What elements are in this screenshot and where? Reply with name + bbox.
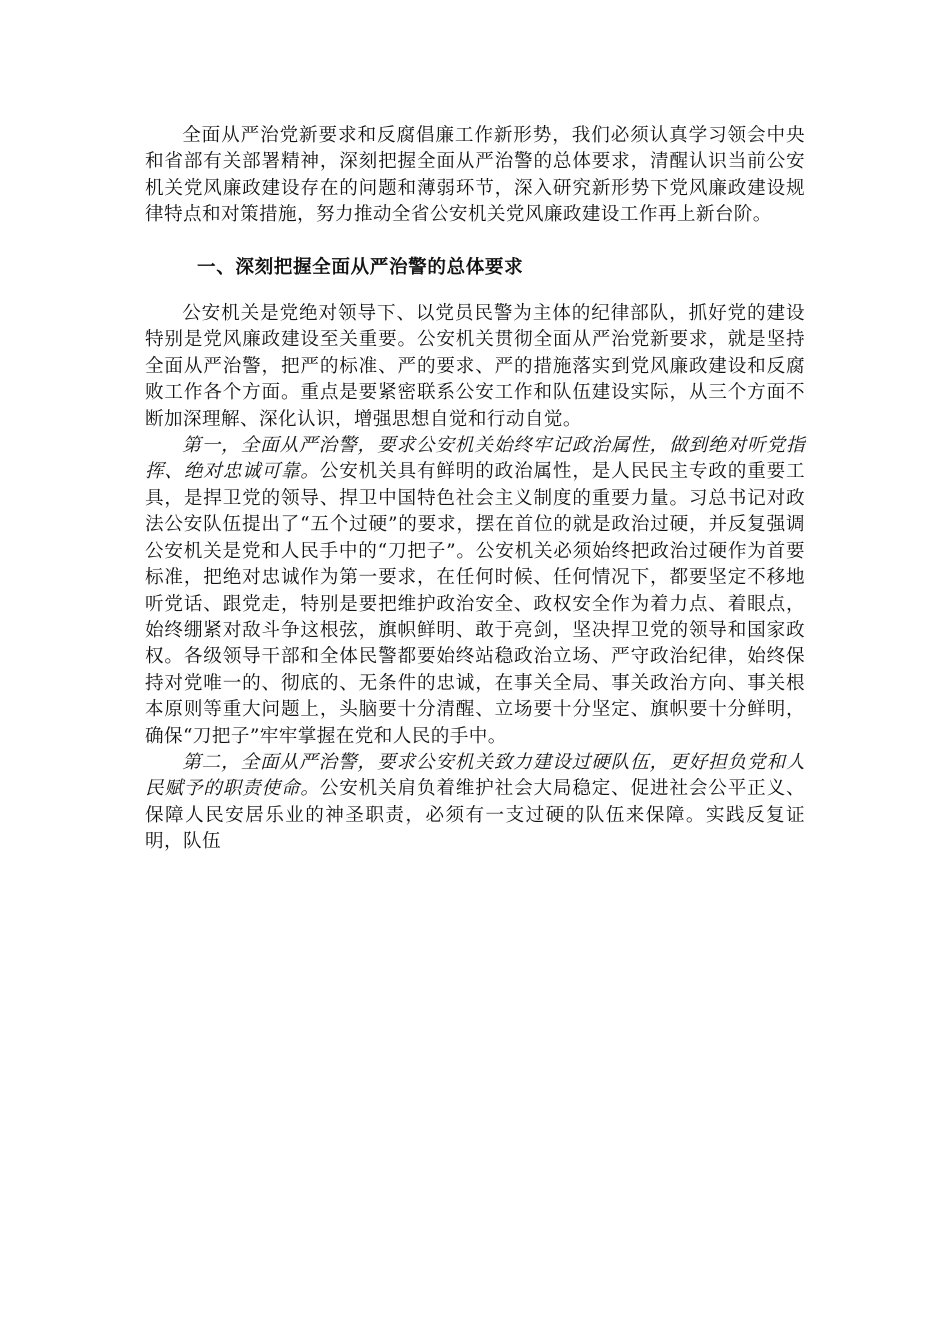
section-heading: 一、深刻把握全面从严治警的总体要求 (197, 256, 524, 278)
point-one-paragraph (145, 433, 805, 750)
intro-paragraph: 全面从严治党新要求和反腐倡廉工作新形势，我们必须认真学习领会中央和省部有关部署精神，深刻把握全面从严治警的总体要求，清醒认识当前公安机关党风廉政建设存在的问题和薄弱环节，深入研究新形势下党风廉政建设规律特点和对策措施，努力推动全省公安机关党风廉政建设工作再上新台阶。 (145, 125, 805, 226)
point-two-paragraph (145, 750, 805, 856)
point-one-lead: 第一，全面从严治警，要求公安机关始终牢记政治属性，做到绝对听党指挥、绝对忠诚可靠。 (145, 435, 805, 483)
document-page (145, 123, 805, 856)
section-paragraph: 公安机关是党绝对领导下、以党员民警为主体的纪律部队，抓好党的建设特别是党风廉政建设至关重要。公安机关贯彻全面从严治党新要求，就是坚持全面从严治警，把严的标准、严的要求、严的措施落实到党风廉政建设和反腐败工作各个方面。重点是要紧密联系公安工作和队伍建设实际，从三个方面不断加深理解、深化认识，增强思想自觉和行动自觉。 (145, 303, 805, 430)
point-one-body: 公安机关具有鲜明的政治属性，是人民民主专政的重要工具，是捍卫党的领导、捍卫中国特色社会主义制度的重要力量。习总书记对政法公安队伍提出了“五个过硬”的要求，摆在首位的就是政治过硬，并反复强调公安机关是党和人民手中的“刀把子”。公安机关必须始终把政治过硬作为首要标准，把绝对忠诚作为第一要求，在任何时候、任何情况下，都要坚定不移地听党话、跟党走，特别是要把维护政治安全、政权安全作为着力点、着眼点，始终绷紧对敌斗争这根弦，旗帜鲜明、敢于亮剑，坚决捍卫党的领导和国家政权。各级领导干部和全体民警都要始终站稳政治立场、严守政治纪律，始终保持对党唯一的、彻底的、无条件的忠诚，在事关全局、事关政治方向、事关根本原则等重大问题上，头脑要十分清醒、立场要十分坚定、旗帜要十分鲜明，确保“刀把子”牢牢掌握在党和人民的手中。 (145, 461, 805, 747)
point-two-body: 公安机关肩负着维护社会大局稳定、促进社会公平正义、保障人民安居乐业的神圣职责，必须有一支过硬的队伍来保障。实践反复证明，队伍 (145, 778, 805, 853)
point-two-lead: 第二，全面从严治警，要求公安机关致力建设过硬队伍，更好担负党和人民赋予的职责使命。 (145, 751, 805, 800)
